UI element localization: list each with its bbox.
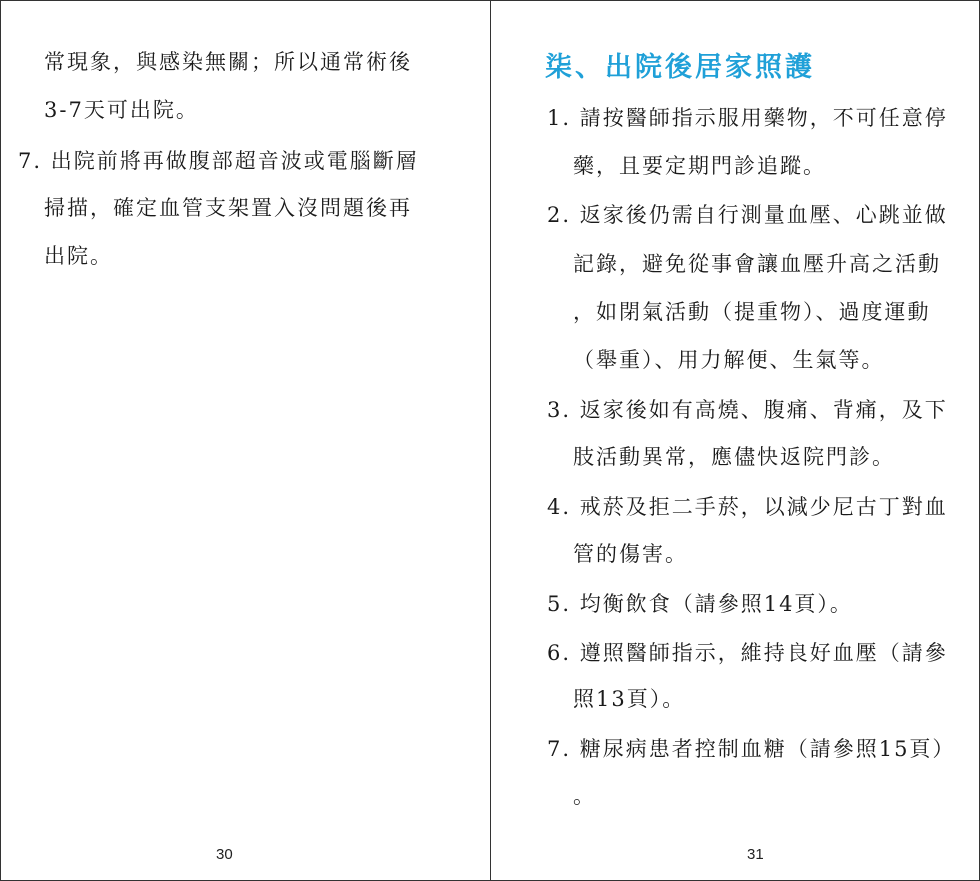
left-line-2: 3-7天可出院。 [44, 98, 199, 122]
right-line-10: 管的傷害。 [573, 542, 688, 566]
section-heading: 柒、出院後居家照護 [545, 52, 815, 83]
right-line-3: 2. 返家後仍需自行測量血壓、心跳並做 [547, 203, 948, 227]
right-line-11: 5. 均衡飲食（請參照14頁）。 [547, 592, 853, 616]
right-line-1: 1. 請按醫師指示服用藥物，不可任意停 [547, 106, 948, 130]
page-number-right: 31 [747, 846, 764, 863]
right-line-12: 6. 遵照醫師指示，維持良好血壓（請參 [547, 641, 948, 665]
right-line-14: 7. 糖尿病患者控制血糖（請參照15頁） [547, 737, 956, 761]
right-line-7: 3. 返家後如有高燒、腹痛、背痛，及下 [547, 398, 948, 422]
right-line-6: （舉重）、用力解便、生氣等。 [573, 348, 885, 372]
left-line-1: 常現象，與感染無關；所以通常術後 [44, 50, 412, 74]
right-line-13: 照13頁）。 [573, 687, 686, 711]
right-line-2: 藥，且要定期門診追蹤。 [573, 154, 826, 178]
right-line-9: 4. 戒菸及拒二手菸，以減少尼古丁對血 [547, 495, 948, 519]
right-line-4: 記錄，避免從事會讓血壓升高之活動 [573, 252, 941, 276]
left-line-3: 7. 出院前將再做腹部超音波或電腦斷層 [18, 149, 419, 173]
left-line-5: 出院。 [44, 244, 113, 268]
left-line-4: 掃描，確定血管支架置入沒問題後再 [44, 196, 412, 220]
right-line-5: ，如閉氣活動（提重物）、過度運動 [573, 300, 931, 324]
right-line-8: 肢活動異常，應儘快返院門診。 [573, 445, 895, 469]
page-number-left: 30 [216, 846, 233, 863]
right-page [490, 0, 980, 881]
right-line-15: 。 [573, 784, 596, 808]
